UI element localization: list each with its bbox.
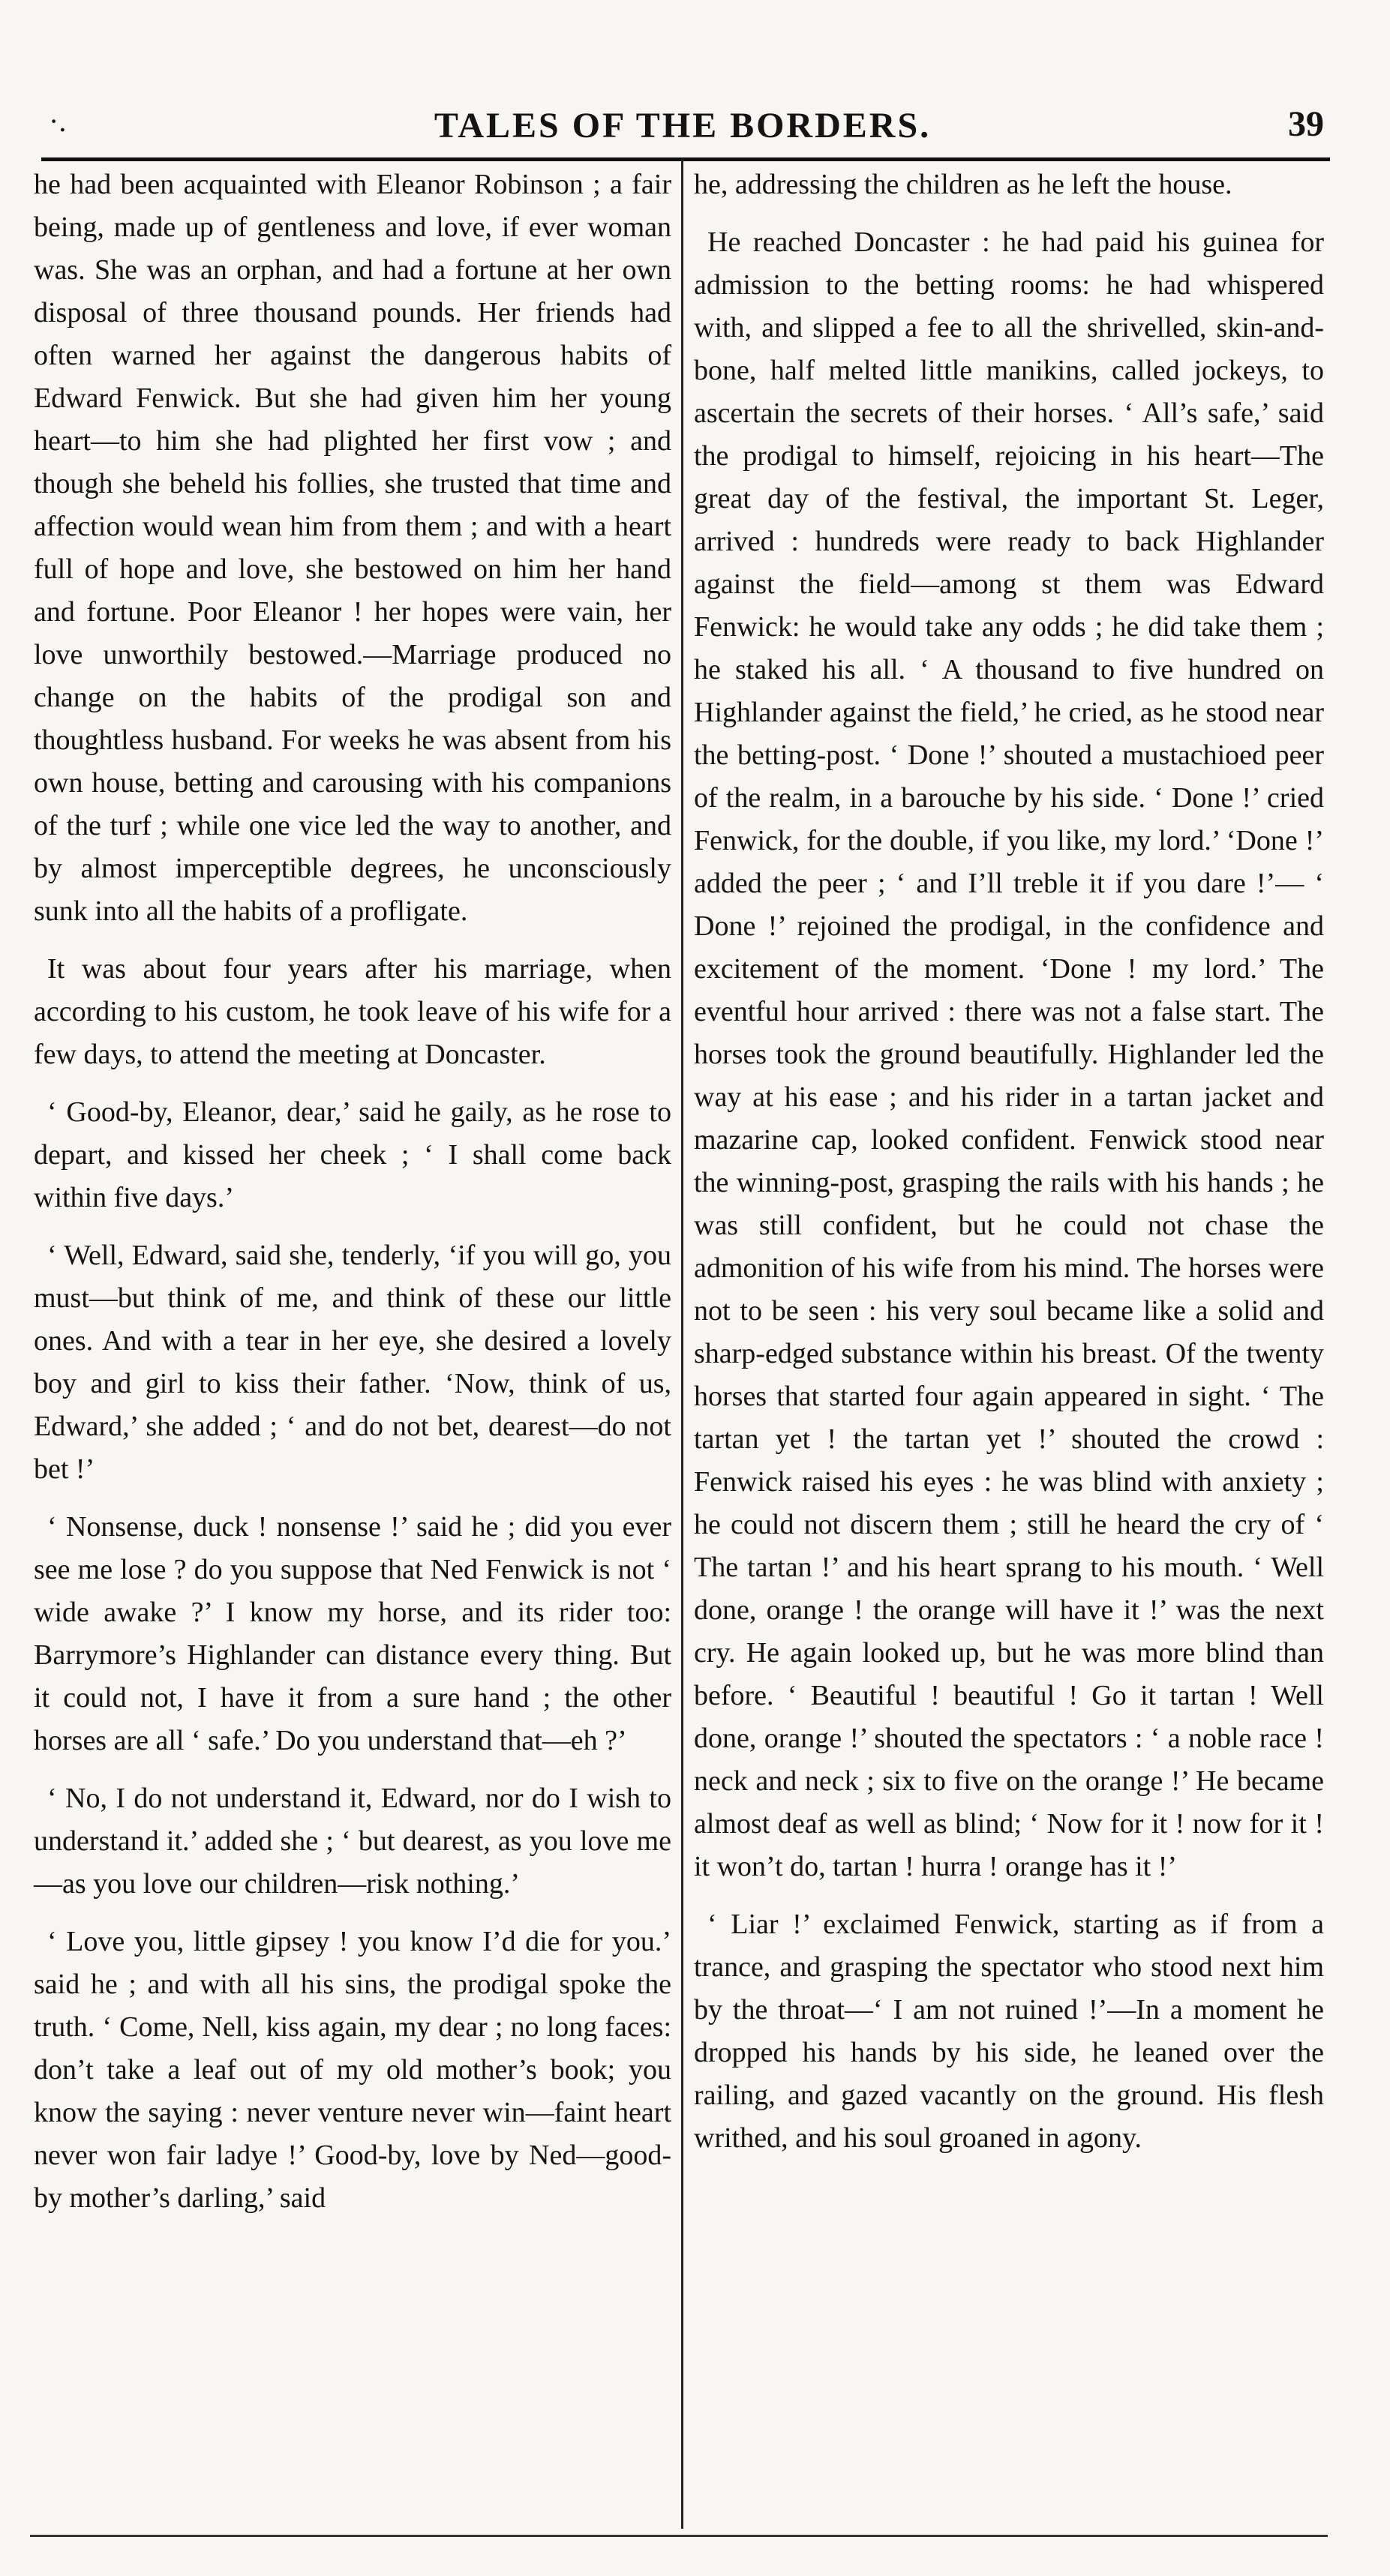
- paragraph: ‘ No, I do not understand it, Edward, nor do I wish to understand it.’ added she ; ‘ but dearest, as you love me—as you love our children—risk nothing.’: [34, 1783, 671, 1900]
- running-title: TALES OF THE BORDERS.: [434, 106, 932, 145]
- running-header: [41, 90, 1324, 150]
- paragraph: It was about four years after his marriage, when according to his custom, he took leave of his wife for a few days, to attend the meeting at Doncaster.: [34, 953, 671, 1070]
- paragraph: ‘ Liar !’ exclaimed Fenwick, starting as if from a trance, and grasping the spectator who stood next him by the throat—‘ I am not ruined !’—In a moment he dropped his hands by his side, he leaned over the railing, and gazed vacantly on the ground. His flesh writhed, and his soul groaned in agony.: [694, 1909, 1324, 2154]
- paragraph: he, addressing the children as he left the house.: [694, 169, 1232, 200]
- corner-mark: ·.: [49, 104, 67, 138]
- paragraph: ‘ Well, Edward, said she, tenderly, ‘if you will go, you must—but think of me, and think of these our little ones. And with a tear in her eye, she desired a lovely boy and girl to kiss their father. ‘Now, think of us, Edward,’ she added ; ‘ and do not bet, dearest—do not bet !’: [34, 1240, 671, 1485]
- left-column: [34, 163, 671, 2235]
- paragraph: ‘ Love you, little gipsey ! you know I’d die for you.’ said he ; and with all his sins, the prodigal spoke the truth. ‘ Come, Nell, kiss again, my dear ; no long faces: don’t take a leaf out of my old mother’s book; you know the saying : never venture never win—faint heart never won fair ladye !’ Good-by, love by Ned—good-by mother’s darling,’ said: [34, 1926, 671, 2214]
- paragraph: He reached Doncaster : he had paid his guinea for admission to the betting rooms: he had whispered with, and slipped a fee to all the shrivelled, skin-and-bone, half melted little manikins, called jockeys, to ascertain the secrets of their horses. ‘ All’s safe,’ said the prodigal to himself, rejoicing in his heart—The great day of the festival, the important St. Leger, arrived : hundreds were ready to back Highlander against the field—among st them was Edward Fenwick: he would take any odds ; he did take them ; he staked his all. ‘ A thousand to five hundred on Highlander against the field,’ he cried, as he stood near the betting-post. ‘ Done !’ shouted a mustachioed peer of the realm, in a barouche by his side. ‘ Done !’ cried Fenwick, for the double, if you like, my lord.’ ‘Done !’ added the peer ; ‘ and I’ll treble it if you dare !’— ‘ Done !’ rejoined the prodigal, in the confidence and excitement of the moment. ‘Done ! my lord.’ The eventful hour arrived : there was not a false start. The horses took the ground beautifully. Highlander led the way at his ease ; and his rider in a tartan jacket and mazarine cap, looked confident. Fenwick stood near the winning-post, grasping the rails with his hands ; he was still confident, but he could not chase the admonition of his wife from his mind. The horses were not to be seen : his very soul became like a solid and sharp-edged substance within his breast. Of the twenty horses that started four again appeared in sight. ‘ The tartan yet ! the tartan yet !’ shouted the crowd : Fenwick raised his eyes : he was blind with anxiety ; he could not discern them ; still he heard the cry of ‘ The tartan !’ and his heart sprang to his mouth. ‘ Well done, orange ! the orange will have it !’ was the next cry. He again looked up, but he was more blind than before. ‘ Beautiful ! beautiful ! Go it tartan ! Well done, orange !’ shouted the spectators : ‘ a noble race ! neck and neck ; six to five on the orange !’ He became almost deaf as well as blind; ‘ Now for it ! now for it ! it won’t do, tartan ! hurra ! orange has it !’: [694, 226, 1324, 1882]
- paragraph: he had been acquainted with Eleanor Robinson ; a fair being, made up of gentleness and love, if ever woman was. She was an orphan, and had a fortune at her own disposal of three thousand pounds. Her friends had often warned her against the dangerous habits of Edward Fenwick. But she had given him her young heart—to him she had plighted her first vow ; and though she beheld his follies, she trusted that time and affection would wean him from them ; and with a heart full of hope and love, she bestowed on him her hand and fortune. Poor Eleanor ! her hopes were vain, her love unworthily bestowed.—Marriage produced no change on the habits of the prodigal son and thoughtless husband. For weeks he was absent from his own house, betting and carousing with his companions of the turf ; while one vice led the way to another, and by almost imperceptible degrees, he unconsciously sunk into all the habits of a profligate.: [34, 169, 671, 927]
- paragraph: ‘ Good-by, Eleanor, dear,’ said he gaily, as he rose to depart, and kissed her cheek ; ‘ I shall come back within five days.’: [34, 1096, 671, 1213]
- paragraph: ‘ Nonsense, duck ! nonsense !’ said he ; did you ever see me lose ? do you suppose that Ned Fenwick is not ‘ wide awake ?’ I know my horse, and its rider too: Barrymore’s Highlander can distance every thing. But it could not, I have it from a sure hand ; the other horses are all ‘ safe.’ Do you understand that—eh ?’: [34, 1511, 671, 1756]
- column-divider: [681, 159, 683, 2529]
- footer-rule: [30, 2535, 1328, 2537]
- right-column: [694, 163, 1324, 2175]
- page-number: 39: [1288, 104, 1324, 144]
- header-rule: [41, 157, 1330, 161]
